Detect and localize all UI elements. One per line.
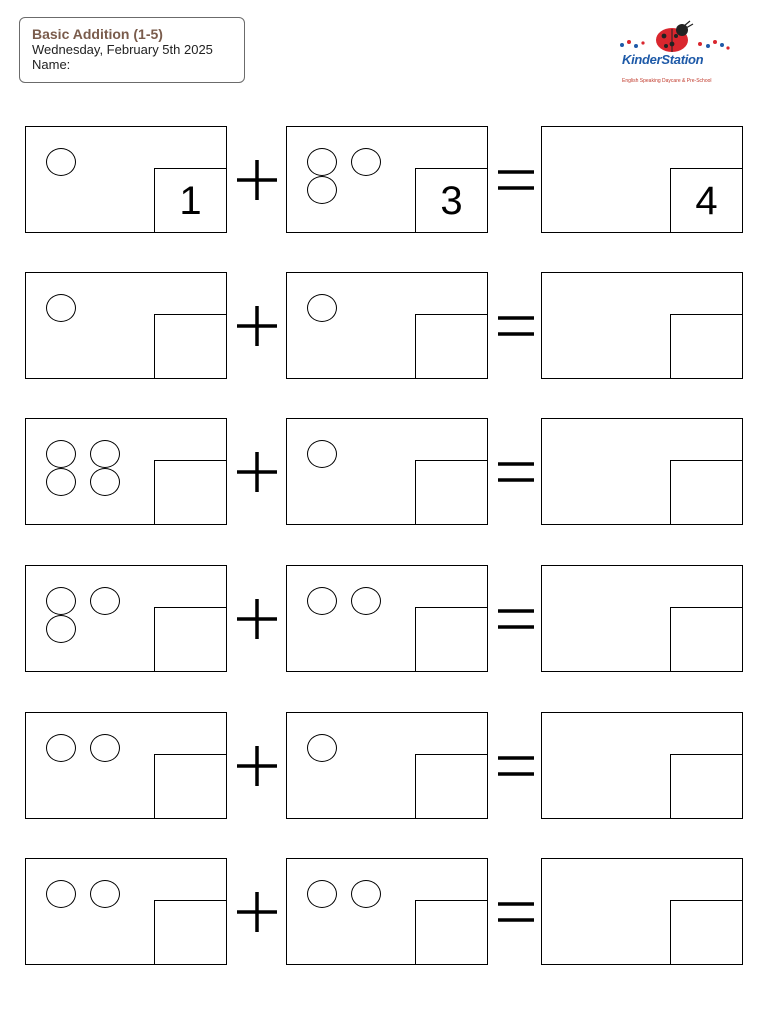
equals-sign-icon <box>494 595 542 643</box>
counting-circle <box>307 148 337 176</box>
plus-sign-icon <box>233 156 281 204</box>
addend-box <box>25 418 227 525</box>
answer-box[interactable]: 4 <box>670 168 743 233</box>
addend-box <box>286 858 488 965</box>
sum-box <box>541 565 743 672</box>
addend-box <box>286 712 488 819</box>
equals-sign-icon <box>494 302 542 350</box>
addend-box <box>25 858 227 965</box>
answer-box[interactable] <box>154 460 227 525</box>
counting-circle <box>46 615 76 643</box>
addend-box <box>25 126 227 233</box>
sum-box <box>541 418 743 525</box>
counting-circle <box>46 734 76 762</box>
counting-circle <box>90 734 120 762</box>
equals-sign-icon <box>494 448 542 496</box>
answer-box[interactable] <box>154 900 227 965</box>
name-field-label: Name: <box>32 57 71 72</box>
plus-sign-icon <box>233 302 281 350</box>
plus-sign-icon <box>233 448 281 496</box>
answer-box[interactable] <box>154 314 227 379</box>
worksheet-title: Basic Addition (1-5) <box>32 26 163 42</box>
answer-box[interactable] <box>415 900 488 965</box>
plus-sign-icon <box>233 595 281 643</box>
answer-box[interactable] <box>415 754 488 819</box>
answer-box[interactable] <box>154 754 227 819</box>
kinderstation-logo <box>612 18 736 90</box>
counting-circle <box>46 587 76 615</box>
sum-box <box>541 272 743 379</box>
counting-circle <box>90 440 120 468</box>
counting-circle <box>351 148 381 176</box>
counting-circle <box>307 587 337 615</box>
answer-box[interactable]: 1 <box>154 168 227 233</box>
sum-box <box>541 126 743 233</box>
counting-circle <box>46 468 76 496</box>
counting-circle <box>307 880 337 908</box>
addend-box <box>25 712 227 819</box>
addend-box <box>286 565 488 672</box>
answer-box[interactable] <box>670 460 743 525</box>
counting-circle <box>46 294 76 322</box>
answer-box[interactable] <box>415 460 488 525</box>
addend-box <box>286 418 488 525</box>
answer-box[interactable] <box>154 607 227 672</box>
addend-box <box>25 272 227 379</box>
counting-circle <box>307 176 337 204</box>
answer-box[interactable] <box>415 607 488 672</box>
addend-box <box>286 272 488 379</box>
counting-circle <box>307 440 337 468</box>
counting-circle <box>90 587 120 615</box>
answer-box[interactable] <box>415 314 488 379</box>
sum-box <box>541 712 743 819</box>
counting-circle <box>46 148 76 176</box>
worksheet-date: Wednesday, February 5th 2025 <box>32 42 213 57</box>
equals-sign-icon <box>494 742 542 790</box>
counting-circle <box>307 294 337 322</box>
addend-box <box>286 126 488 233</box>
counting-circle <box>46 440 76 468</box>
counting-circle <box>351 587 381 615</box>
logo-tagline: English Speaking Daycare & Pre-School <box>622 78 712 84</box>
answer-box[interactable] <box>670 314 743 379</box>
answer-box[interactable] <box>670 607 743 672</box>
sum-box <box>541 858 743 965</box>
plus-sign-icon <box>233 742 281 790</box>
counting-circle <box>90 880 120 908</box>
plus-sign-icon <box>233 888 281 936</box>
equals-sign-icon <box>494 888 542 936</box>
logo-brand-name: KinderStation <box>622 52 704 67</box>
answer-box[interactable] <box>670 900 743 965</box>
worksheet-header <box>19 17 245 83</box>
counting-circle <box>90 468 120 496</box>
counting-circle <box>307 734 337 762</box>
answer-box[interactable] <box>670 754 743 819</box>
addend-box <box>25 565 227 672</box>
counting-circle <box>351 880 381 908</box>
answer-box[interactable]: 3 <box>415 168 488 233</box>
counting-circle <box>46 880 76 908</box>
equals-sign-icon <box>494 156 542 204</box>
